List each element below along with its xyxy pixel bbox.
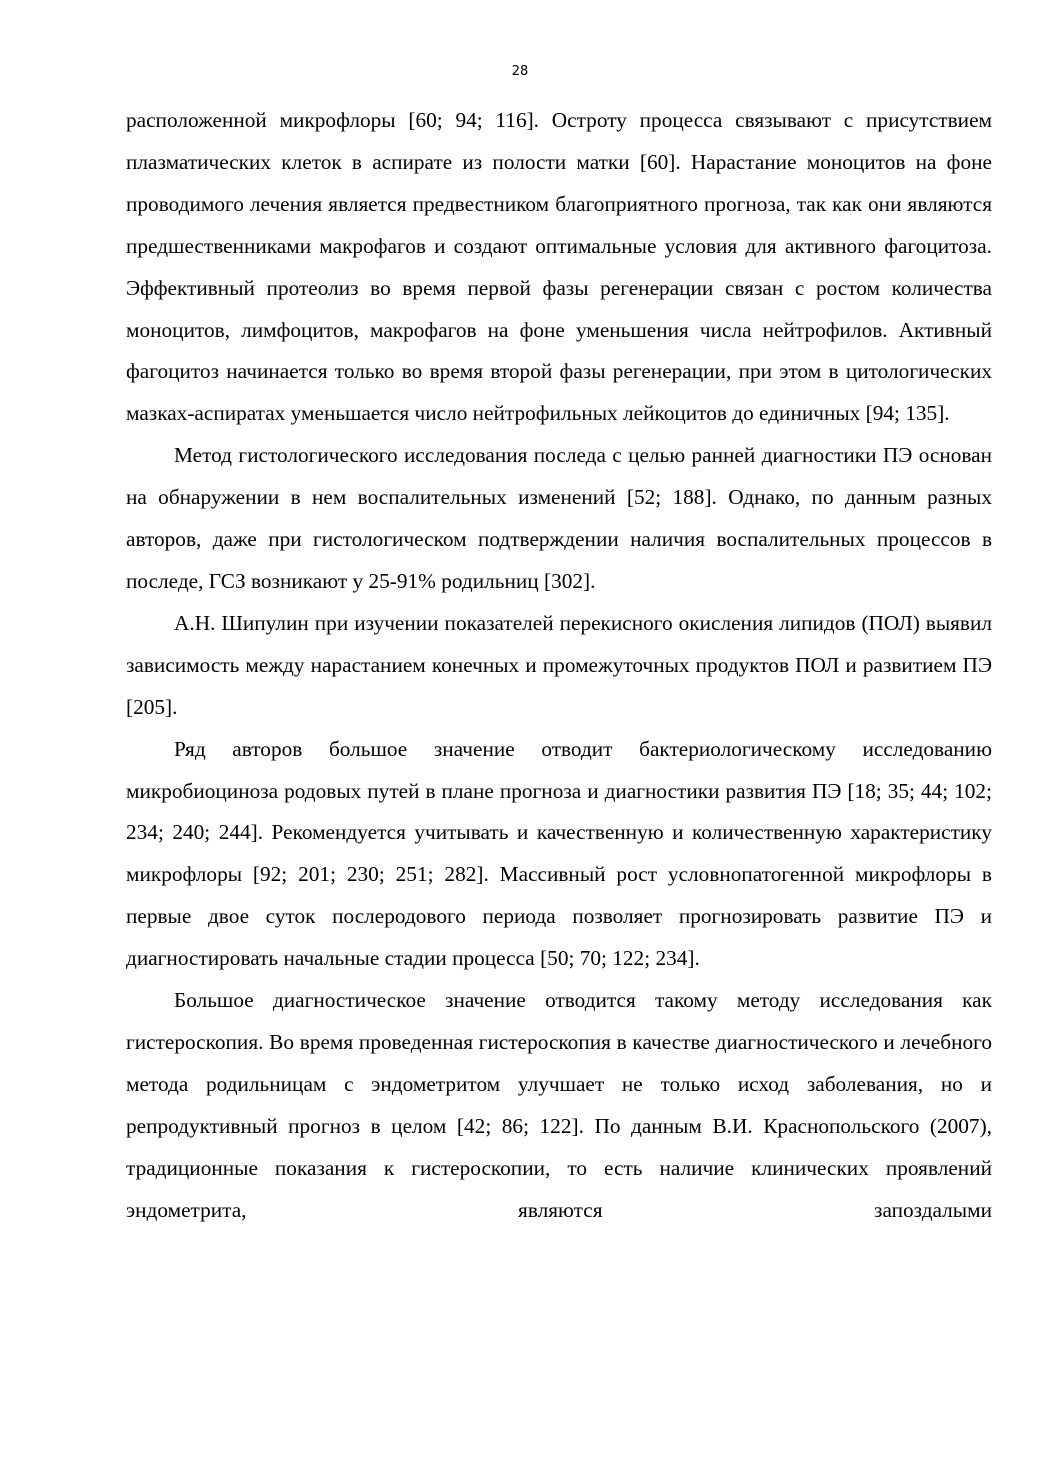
paragraph-microflora: расположенной микрофлоры [60; 94; 116]. Остроту процесса связывают с присутствием плазматических клеток в аспирате из полости матки [60]. Нарастание моноцитов на фоне проводимого лечения является предвестником благоприятного прогноза, так как они являются предшественниками макрофагов и создают оптимальные условия для активного фагоцитоза. Эффективный протеолиз во время первой фазы регенерации связан с ростом количества моноцитов, лимфоцитов, макрофагов на фоне уменьшения числа нейтрофилов. Активный фагоцитоз начинается только во время второй фазы регенерации, при этом в цитологических мазках-аспиратах уменьшается число нейтрофильных лейкоцитов до единичных [94; 135]. <box>126 108 992 426</box>
page-number: 28 <box>511 64 529 79</box>
paragraph-histology: Метод гистологического исследования последа с целью ранней диагностики ПЭ основан на обнаружении в нем воспалительных изменений [52; 188]. Однако, по данным разных авторов, даже при гистологическом подтверждении наличия воспалительных процессов в последе, ГСЗ возникают у 25-91% родильниц [302]. <box>126 443 992 593</box>
paragraph-hysteroscopy: Большое диагностическое значение отводится такому методу исследования как гистероскопия. Во время проведенная гистероскопия в качестве диагностического и лечебного метода родильницам с эндометритом улучшает не только исход заболевания, но и репродуктивный прогноз в целом [42; 86; 122]. По данным В.И. Краснопольского (2007), традиционные показания к гистероскопии, то есть наличие клинических проявлений эндометрита, являются запоздалыми <box>126 988 992 1222</box>
paragraph-bacteriology: Ряд авторов большое значение отводит бактериологическому исследованию микробиоциноза родовых путей в плане прогноза и диагностики развития ПЭ [18; 35; 44; 102; 234; 240; 244]. Рекомендуется учитывать и качественную и количественную характеристику микрофлоры [92; 201; 230; 251; 282]. Массивный рост условнопатогенной микрофлоры в первые двое суток послеродового периода позволяет прогнозировать развитие ПЭ и диагностировать начальные стадии процесса [50; 70; 122; 234]. <box>126 736 992 971</box>
paragraph-lipid-peroxidation: А.Н. Шипулин при изучении показателей перекисного окисления липидов (ПОЛ) выявил зависимость между нарастанием конечных и промежуточных продуктов ПОЛ и развитием ПЭ [205]. <box>126 610 992 719</box>
body-text <box>126 100 992 1231</box>
